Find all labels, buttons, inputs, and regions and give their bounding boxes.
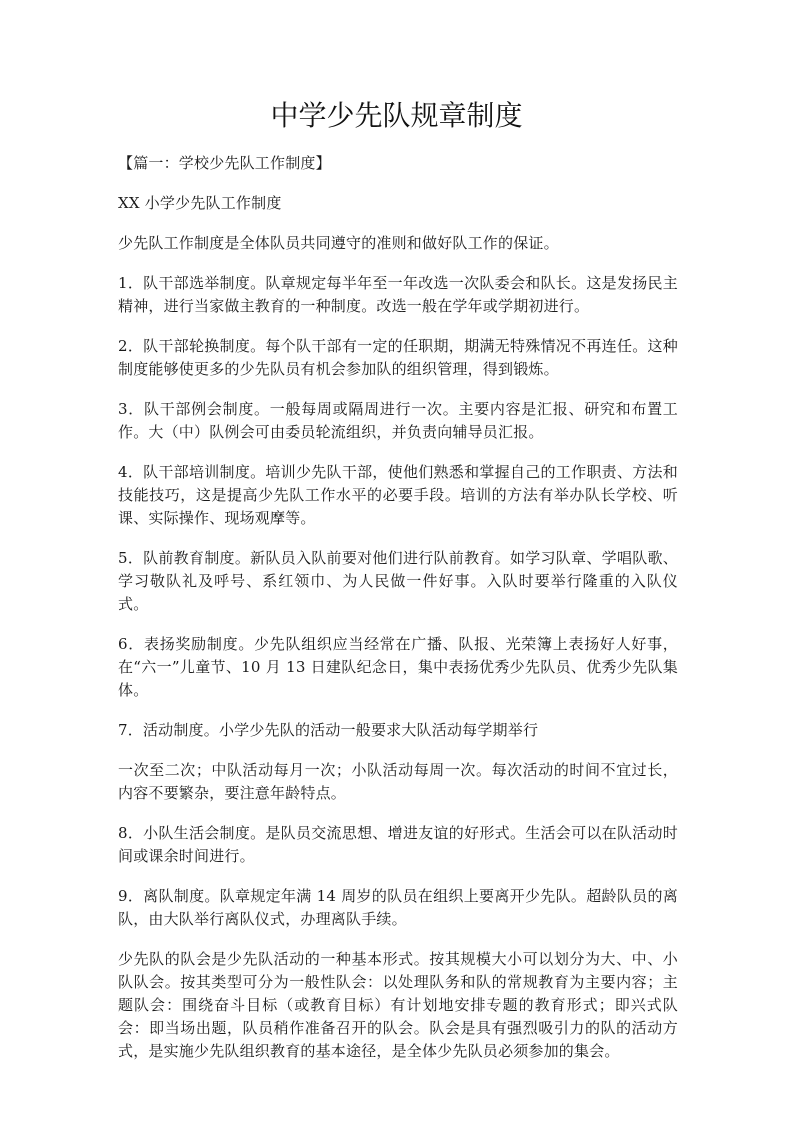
document-body [118,152,678,1080]
rule-item-6: 6．表扬奖励制度。少先队组织应当经常在广播、队报、光荣簿上表扬好人好事，在“六一”儿童节、10 月 13 日建队纪念日，集中表扬优秀少先队员、优秀少先队集体。 [118,635,678,699]
closing-paragraph: 少先队的队会是少先队活动的一种基本形式。按其规模大小可以划分为大、中、小队队会。按其类型可分为一般性队会：以处理队务和队的常规教育为主要内容；主题队会：围绕奋斗目标（或教育目标）有计划地安排专题的教育形式；即兴式队会：即当场出题，队员稍作准备召开的队会。队会是具有强烈吸引力的队的活动方式，是实施少先队组织教育的基本途径，是全体少先队员必须参加的集会。 [118,950,678,1060]
intro-paragraph: 少先队工作制度是全体队员共同遵守的准则和做好队工作的保证。 [118,234,559,252]
rule-item-8: 8．小队生活会制度。是队员交流思想、增进友谊的好形式。生活会可以在队活动时间或课余时间进行。 [118,824,678,865]
rule-item-5: 5．队前教育制度。新队员入队前要对他们进行队前教育。如学习队章、学唱队歌、学习敬队礼及呼号、系红领巾、为人民做一件好事。入队时要举行隆重的入队仪式。 [118,549,678,613]
rule-item-2: 2．队干部轮换制度。每个队干部有一定的任职期，期满无特殊情况不再连任。这种制度能够使更多的少先队员有机会参加队的组织管理，得到锻炼。 [118,337,678,378]
rule-item-3: 3．队干部例会制度。一般每周或隔周进行一次。主要内容是汇报、研究和布置工作。大（中）队例会可由委员轮流组织，并负责向辅导员汇报。 [118,400,678,441]
section-heading: 【篇一：学校少先队工作制度】 [118,154,331,172]
subsection-title: XX 小学少先队工作制度 [118,194,282,212]
rule-item-7-continued: 一次至二次；中队活动每月一次；小队活动每周一次。每次活动的时间不宜过长，内容不要繁杂，要注意年龄特点。 [118,761,678,802]
rule-item-4: 4．队干部培训制度。培训少先队干部，使他们熟悉和掌握自己的工作职责、方法和技能技巧，这是提高少先队工作水平的必要手段。培训的方法有举办队长学校、听课、实际操作、现场观摩等。 [118,463,678,527]
document-title: 中学少先队规章制度 [270,99,523,132]
rule-item-1: 1．队干部选举制度。队章规定每半年至一年改选一次队委会和队长。这是发扬民主精神，进行当家做主教育的一种制度。改选一般在学年或学期初进行。 [118,274,678,315]
rule-item-7: 7．活动制度。小学少先队的活动一般要求大队活动每学期举行 [118,721,539,739]
rule-item-9: 9．离队制度。队章规定年满 14 周岁的队员在组织上要离开少先队。超龄队员的离队，由大队举行离队仪式，办理离队手续。 [118,887,678,928]
